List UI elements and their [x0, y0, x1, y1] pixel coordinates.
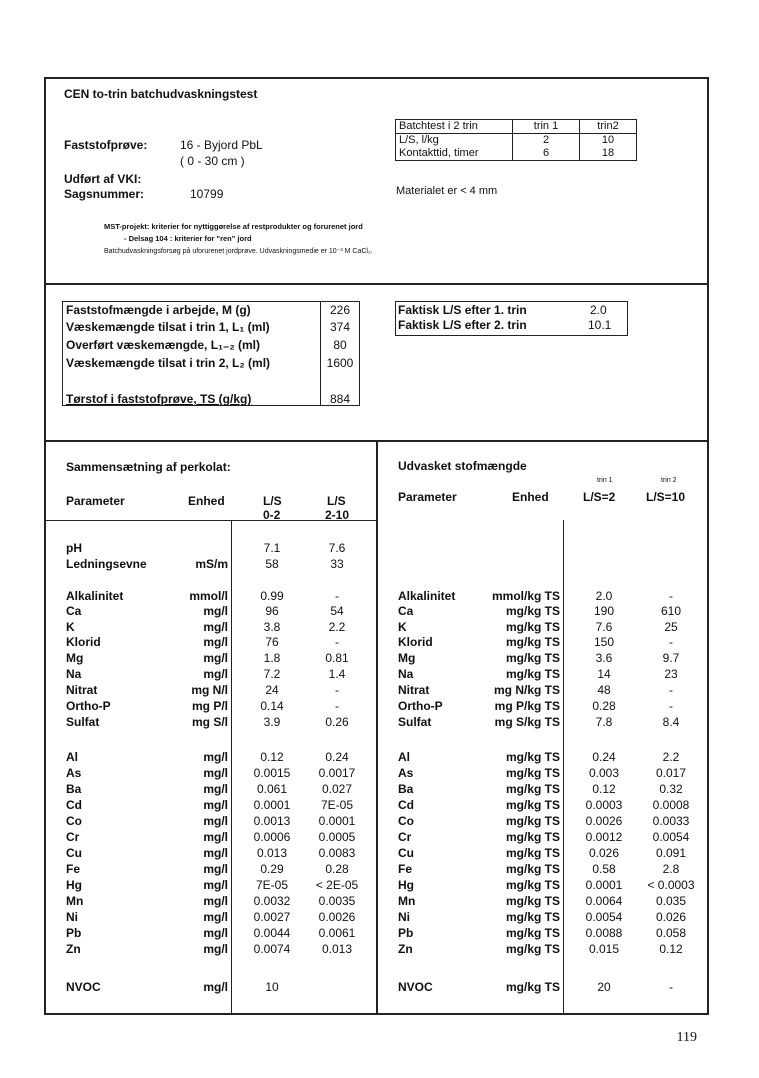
- value-ls-10: 0.0008: [652, 798, 690, 812]
- parameter-name: Cd: [66, 798, 82, 812]
- value-ls-2: 14: [597, 667, 611, 681]
- parameter-name: Hg: [66, 878, 82, 892]
- parameter-unit: mg N/kg TS: [493, 683, 560, 697]
- left-unit-divider: [231, 520, 232, 1015]
- value-ls-10: 0.026: [655, 910, 687, 924]
- parameter-name: Cu: [66, 846, 82, 860]
- value-ls-10: 9.7: [662, 651, 680, 665]
- value-ls-2: 0.24: [592, 750, 616, 764]
- parameter-unit: mg N/l: [191, 683, 228, 697]
- value-ls-10: -: [669, 980, 673, 994]
- parameter-unit: mS/m: [195, 557, 228, 571]
- amount-value: 80: [333, 338, 347, 352]
- batch-header-trin2: trin2: [580, 120, 637, 134]
- parameter-unit: mg/l: [203, 635, 228, 649]
- parameter-unit: mg/kg TS: [505, 830, 560, 844]
- material-note: Materialet er < 4 mm: [396, 185, 498, 197]
- value-ls-2-10: -: [335, 699, 339, 713]
- parameter-name: Cu: [398, 846, 414, 860]
- parameter-name: Ba: [398, 782, 414, 796]
- value-ls-0-2: 24: [265, 683, 279, 697]
- parameter-unit: mg/l: [203, 878, 228, 892]
- parameter-name: Mg: [398, 651, 416, 665]
- value-ls-10: 25: [664, 620, 678, 634]
- parameter-name: Nitrat: [66, 683, 98, 697]
- batch-row-value: 2: [513, 134, 580, 148]
- parameter-name: Cd: [398, 798, 414, 812]
- value-ls-2-10: -: [335, 635, 339, 649]
- parameter-unit: mmol/kg TS: [491, 589, 560, 603]
- right-header-parameter: Parameter: [398, 490, 457, 504]
- sample-value: 16 - Byjord PbL: [180, 138, 263, 152]
- parameter-unit: mg/l: [203, 750, 228, 764]
- value-ls-2-10: 0.0001: [318, 814, 356, 828]
- page-number: 119: [676, 1030, 697, 1045]
- right-header-ls2: L/S=10: [646, 490, 686, 504]
- value-ls-2: 150: [593, 635, 615, 649]
- udfort-label: Udført af VKI:: [64, 172, 142, 186]
- value-ls-2-10: < 2E-05: [315, 878, 359, 892]
- value-ls-2: 0.12: [592, 782, 616, 796]
- value-ls-2: 7.6: [595, 620, 613, 634]
- parameter-unit: mg/kg TS: [505, 750, 560, 764]
- parameter-name: Ca: [66, 604, 82, 618]
- parameter-name: Na: [398, 667, 414, 681]
- parameter-name: pH: [66, 541, 82, 555]
- value-ls-0-2: 0.14: [260, 699, 284, 713]
- page-title: CEN to-trin batchudvaskningstest: [64, 87, 258, 101]
- value-ls-2: 0.015: [588, 942, 620, 956]
- value-ls-0-2: 1.8: [263, 651, 281, 665]
- parameter-name: Na: [66, 667, 82, 681]
- parameter-name: Hg: [398, 878, 414, 892]
- value-ls-2-10: 1.4: [328, 667, 346, 681]
- parameter-name: K: [66, 620, 75, 634]
- value-ls-0-2: 0.0027: [253, 910, 291, 924]
- parameter-name: Klorid: [398, 635, 433, 649]
- value-ls-2-10: 0.0026: [318, 910, 356, 924]
- parameter-unit: mg/kg TS: [505, 862, 560, 876]
- amount-value: 884: [329, 392, 351, 406]
- value-ls-10: 0.0054: [652, 830, 690, 844]
- value-ls-10: 8.4: [662, 715, 680, 729]
- value-ls-2: 0.0001: [585, 878, 623, 892]
- parameter-name: Alkalinitet: [398, 589, 456, 603]
- parameter-name: Ortho-P: [66, 699, 111, 713]
- parameter-unit: mg S/l: [191, 715, 228, 729]
- value-ls-10: 2.2: [662, 750, 680, 764]
- amount-value: 226: [329, 303, 351, 317]
- parameter-name: Ba: [66, 782, 82, 796]
- value-ls-10: 0.091: [655, 846, 687, 860]
- value-ls-2-10: 7.6: [328, 541, 346, 555]
- value-ls-2: 0.003: [588, 766, 620, 780]
- value-ls-2-10: 0.81: [325, 651, 349, 665]
- parameter-unit: mg/l: [203, 814, 228, 828]
- parameter-name: Al: [398, 750, 410, 764]
- parameter-unit: mmol/l: [189, 589, 228, 603]
- value-ls-10: -: [669, 635, 673, 649]
- value-ls-2-10: 0.027: [321, 782, 353, 796]
- right-header-trin2: trin 2: [661, 477, 677, 484]
- parameter-name: Al: [66, 750, 78, 764]
- left-header-ls1-range: 0-2: [263, 508, 281, 522]
- value-ls-0-2: 0.0013: [253, 814, 291, 828]
- parameter-unit: mg/l: [203, 782, 228, 796]
- parameter-unit: mg/l: [203, 980, 228, 994]
- parameter-unit: mg/kg TS: [505, 942, 560, 956]
- parameter-unit: mg P/l: [191, 699, 228, 713]
- amount-label: Overført væskemængde, L₁₋₂ (ml): [66, 338, 261, 352]
- parameter-name: Pb: [398, 926, 414, 940]
- parameter-unit: mg P/kg TS: [494, 699, 560, 713]
- value-ls-0-2: 0.29: [260, 862, 284, 876]
- value-ls-0-2: 0.0074: [253, 942, 291, 956]
- value-ls-0-2: 0.0032: [253, 894, 291, 908]
- parameter-unit: mg/l: [203, 862, 228, 876]
- divider-1: [44, 283, 709, 285]
- value-ls-2: 0.0054: [585, 910, 623, 924]
- parameter-unit: mg/kg TS: [505, 620, 560, 634]
- value-ls-0-2: 0.0006: [253, 830, 291, 844]
- value-ls-2: 0.58: [592, 862, 616, 876]
- value-ls-10: < 0.0003: [647, 878, 695, 892]
- value-ls-0-2: 0.12: [260, 750, 284, 764]
- left-header-ls1: L/S: [263, 494, 282, 508]
- value-ls-2-10: 0.0017: [318, 766, 356, 780]
- right-header-trin1: trin 1: [597, 477, 613, 484]
- parameter-name: Alkalinitet: [66, 589, 124, 603]
- parameter-unit: mg/l: [203, 846, 228, 860]
- parameter-name: Ni: [66, 910, 78, 924]
- value-ls-2: 0.026: [588, 846, 620, 860]
- right-section-title: Udvasket stofmængde: [398, 459, 527, 473]
- amounts-divider: [320, 301, 321, 406]
- value-ls-0-2: 7.2: [263, 667, 281, 681]
- parameter-name: Fe: [398, 862, 413, 876]
- parameter-unit: mg/l: [203, 830, 228, 844]
- value-ls-2: 0.0003: [585, 798, 623, 812]
- parameter-unit: mg/l: [203, 604, 228, 618]
- parameter-name: Ca: [398, 604, 414, 618]
- value-ls-2-10: -: [335, 683, 339, 697]
- project-line-2: - Delsag 104 : kriterier for "ren" jord: [124, 234, 252, 243]
- value-ls-2-10: 0.0061: [318, 926, 356, 940]
- value-ls-0-2: 0.0001: [253, 798, 291, 812]
- value-ls-2-10: 7E-05: [320, 798, 354, 812]
- value-ls-10: -: [669, 589, 673, 603]
- value-ls-10: 0.0033: [652, 814, 690, 828]
- value-ls-2: 0.0026: [585, 814, 623, 828]
- left-header-ls2-range: 2-10: [325, 508, 350, 522]
- parameter-name: K: [398, 620, 407, 634]
- value-ls-0-2: 96: [265, 604, 279, 618]
- parameter-unit: mg/l: [203, 620, 228, 634]
- parameter-name: As: [66, 766, 82, 780]
- parameter-unit: mg/kg TS: [505, 766, 560, 780]
- value-ls-0-2: 0.0044: [253, 926, 291, 940]
- parameter-name: Mn: [398, 894, 416, 908]
- parameter-unit: mg/l: [203, 942, 228, 956]
- parameter-unit: mg/kg TS: [505, 980, 560, 994]
- parameter-name: Cr: [398, 830, 412, 844]
- value-ls-10: 610: [660, 604, 682, 618]
- parameter-unit: mg S/kg TS: [494, 715, 560, 729]
- value-ls-2-10: 0.0035: [318, 894, 356, 908]
- parameter-unit: mg/kg TS: [505, 667, 560, 681]
- parameter-name: Co: [66, 814, 82, 828]
- parameter-unit: mg/l: [203, 894, 228, 908]
- value-ls-2: 2.0: [595, 589, 613, 603]
- value-ls-10: -: [669, 699, 673, 713]
- parameter-name: NVOC: [398, 980, 433, 994]
- value-ls-2: 190: [593, 604, 615, 618]
- value-ls-10: 0.32: [659, 782, 683, 796]
- right-header-unit: Enhed: [512, 490, 549, 504]
- value-ls-0-2: 0.0015: [253, 766, 291, 780]
- value-ls-2: 3.6: [595, 651, 613, 665]
- batch-header-label: Batchtest i 2 trin: [396, 120, 513, 134]
- parameter-unit: mg/l: [203, 766, 228, 780]
- parameter-unit: mg/l: [203, 651, 228, 665]
- value-ls-2-10: 0.28: [325, 862, 349, 876]
- amount-label: Tørstof i faststofprøve, TS (g/kg): [66, 392, 252, 406]
- value-ls-0-2: 7E-05: [255, 878, 289, 892]
- value-ls-2-10: -: [335, 589, 339, 603]
- parameter-name: Cr: [66, 830, 80, 844]
- parameter-unit: mg/kg TS: [505, 798, 560, 812]
- right-unit-divider: [563, 520, 564, 1015]
- value-ls-0-2: 7.1: [263, 541, 281, 555]
- value-ls-10: 0.058: [655, 926, 687, 940]
- parameter-name: As: [398, 766, 414, 780]
- parameter-unit: mg/kg TS: [505, 910, 560, 924]
- batch-header-trin1: trin 1: [513, 120, 580, 134]
- project-line-3: Batchudvaskningsforsøg på uforurenet jordprøve. Udvaskningsmedie er 10⁻³ M CaCl₂.: [104, 248, 373, 255]
- value-ls-0-2: 76: [265, 635, 279, 649]
- left-section-title: Sammensætning af perkolat:: [66, 460, 231, 474]
- right-header-ls1: L/S=2: [583, 490, 616, 504]
- value-ls-2: 0.28: [592, 699, 616, 713]
- amount-label: Faststofmængde i arbejde, M (g): [66, 303, 251, 317]
- value-ls-10: -: [669, 683, 673, 697]
- parameter-name: Zn: [398, 942, 413, 956]
- value-ls-2-10: 2.2: [328, 620, 346, 634]
- parameter-name: Klorid: [66, 635, 101, 649]
- value-ls-2-10: 0.24: [325, 750, 349, 764]
- actual-ls-label: Faktisk L/S efter 1. trin: [398, 303, 527, 317]
- sag-label: Sagsnummer:: [64, 187, 145, 201]
- parameter-unit: mg/l: [203, 798, 228, 812]
- value-ls-2-10: 0.013: [321, 942, 353, 956]
- value-ls-0-2: 0.99: [260, 589, 284, 603]
- parameter-name: Sulfat: [398, 715, 432, 729]
- amount-label: Væskemængde tilsat i trin 2, L₂ (ml): [66, 356, 271, 370]
- value-ls-10: 23: [664, 667, 678, 681]
- parameter-name: Ortho-P: [398, 699, 443, 713]
- left-header-unit: Enhed: [188, 494, 225, 508]
- value-ls-0-2: 0.013: [256, 846, 288, 860]
- value-ls-0-2: 3.8: [263, 620, 281, 634]
- left-header-ls2: L/S: [327, 494, 346, 508]
- sag-value: 10799: [190, 187, 224, 201]
- value-ls-10: 2.8: [662, 862, 680, 876]
- sample-label: Faststofprøve:: [64, 138, 148, 152]
- value-ls-10: 0.035: [655, 894, 687, 908]
- parameter-unit: mg/l: [203, 926, 228, 940]
- batch-row-label: L/S, l/kg: [396, 134, 513, 148]
- batch-row-value: 18: [601, 147, 615, 159]
- parameter-name: Zn: [66, 942, 81, 956]
- value-ls-0-2: 58: [265, 557, 279, 571]
- sample-depth: ( 0 - 30 cm ): [180, 154, 245, 168]
- parameter-unit: mg/kg TS: [505, 878, 560, 892]
- project-line-1: MST-projekt: kriterier for nyttiggørelse af restprodukter og forurenet jord: [104, 222, 363, 231]
- parameter-unit: mg/kg TS: [505, 635, 560, 649]
- value-ls-2: 20: [597, 980, 611, 994]
- parameter-unit: mg/l: [203, 910, 228, 924]
- parameter-name: Ledningsevne: [66, 557, 147, 571]
- value-ls-2: 0.0012: [585, 830, 623, 844]
- amount-label: Væskemængde tilsat i trin 1, L₁ (ml): [66, 320, 270, 334]
- value-ls-2-10: 54: [330, 604, 344, 618]
- value-ls-0-2: 10: [265, 980, 279, 994]
- value-ls-2-10: 0.26: [325, 715, 349, 729]
- amount-value: 1600: [326, 356, 354, 370]
- value-ls-2: 0.0064: [585, 894, 623, 908]
- parameter-name: Fe: [66, 862, 81, 876]
- value-ls-2: 48: [597, 683, 611, 697]
- value-ls-2-10: 0.0005: [318, 830, 356, 844]
- parameter-unit: mg/kg TS: [505, 926, 560, 940]
- center-divider: [376, 440, 378, 1015]
- value-ls-0-2: 0.061: [256, 782, 288, 796]
- parameter-name: Sulfat: [66, 715, 100, 729]
- actual-ls-value: 2.0: [590, 303, 607, 317]
- actual-ls-label: Faktisk L/S efter 2. trin: [398, 318, 527, 332]
- parameter-unit: mg/kg TS: [505, 604, 560, 618]
- parameter-name: Co: [398, 814, 414, 828]
- value-ls-10: 0.017: [655, 766, 687, 780]
- parameter-name: Ni: [398, 910, 410, 924]
- parameter-name: NVOC: [66, 980, 101, 994]
- batch-row-value: 6: [513, 147, 580, 161]
- parameter-unit: mg/kg TS: [505, 846, 560, 860]
- value-ls-2: 7.8: [595, 715, 613, 729]
- parameter-name: Nitrat: [398, 683, 430, 697]
- parameter-unit: mg/l: [203, 667, 228, 681]
- value-ls-10: 0.12: [659, 942, 683, 956]
- actual-ls-value: 10.1: [588, 318, 612, 332]
- parameter-unit: mg/kg TS: [505, 894, 560, 908]
- value-ls-2-10: 33: [330, 557, 344, 571]
- batch-row-value: 10: [601, 134, 615, 146]
- parameter-name: Mn: [66, 894, 84, 908]
- left-header-parameter: Parameter: [66, 494, 125, 508]
- amount-value: 374: [329, 320, 351, 334]
- value-ls-0-2: 3.9: [263, 715, 281, 729]
- parameter-name: Pb: [66, 926, 82, 940]
- batch-table: [395, 119, 637, 161]
- batch-row-label: Kontakttid, timer: [396, 147, 513, 161]
- parameter-unit: mg/kg TS: [505, 782, 560, 796]
- parameter-name: Mg: [66, 651, 84, 665]
- value-ls-2-10: 0.0083: [318, 846, 356, 860]
- parameter-unit: mg/kg TS: [505, 814, 560, 828]
- parameter-unit: mg/kg TS: [505, 651, 560, 665]
- value-ls-2: 0.0088: [585, 926, 623, 940]
